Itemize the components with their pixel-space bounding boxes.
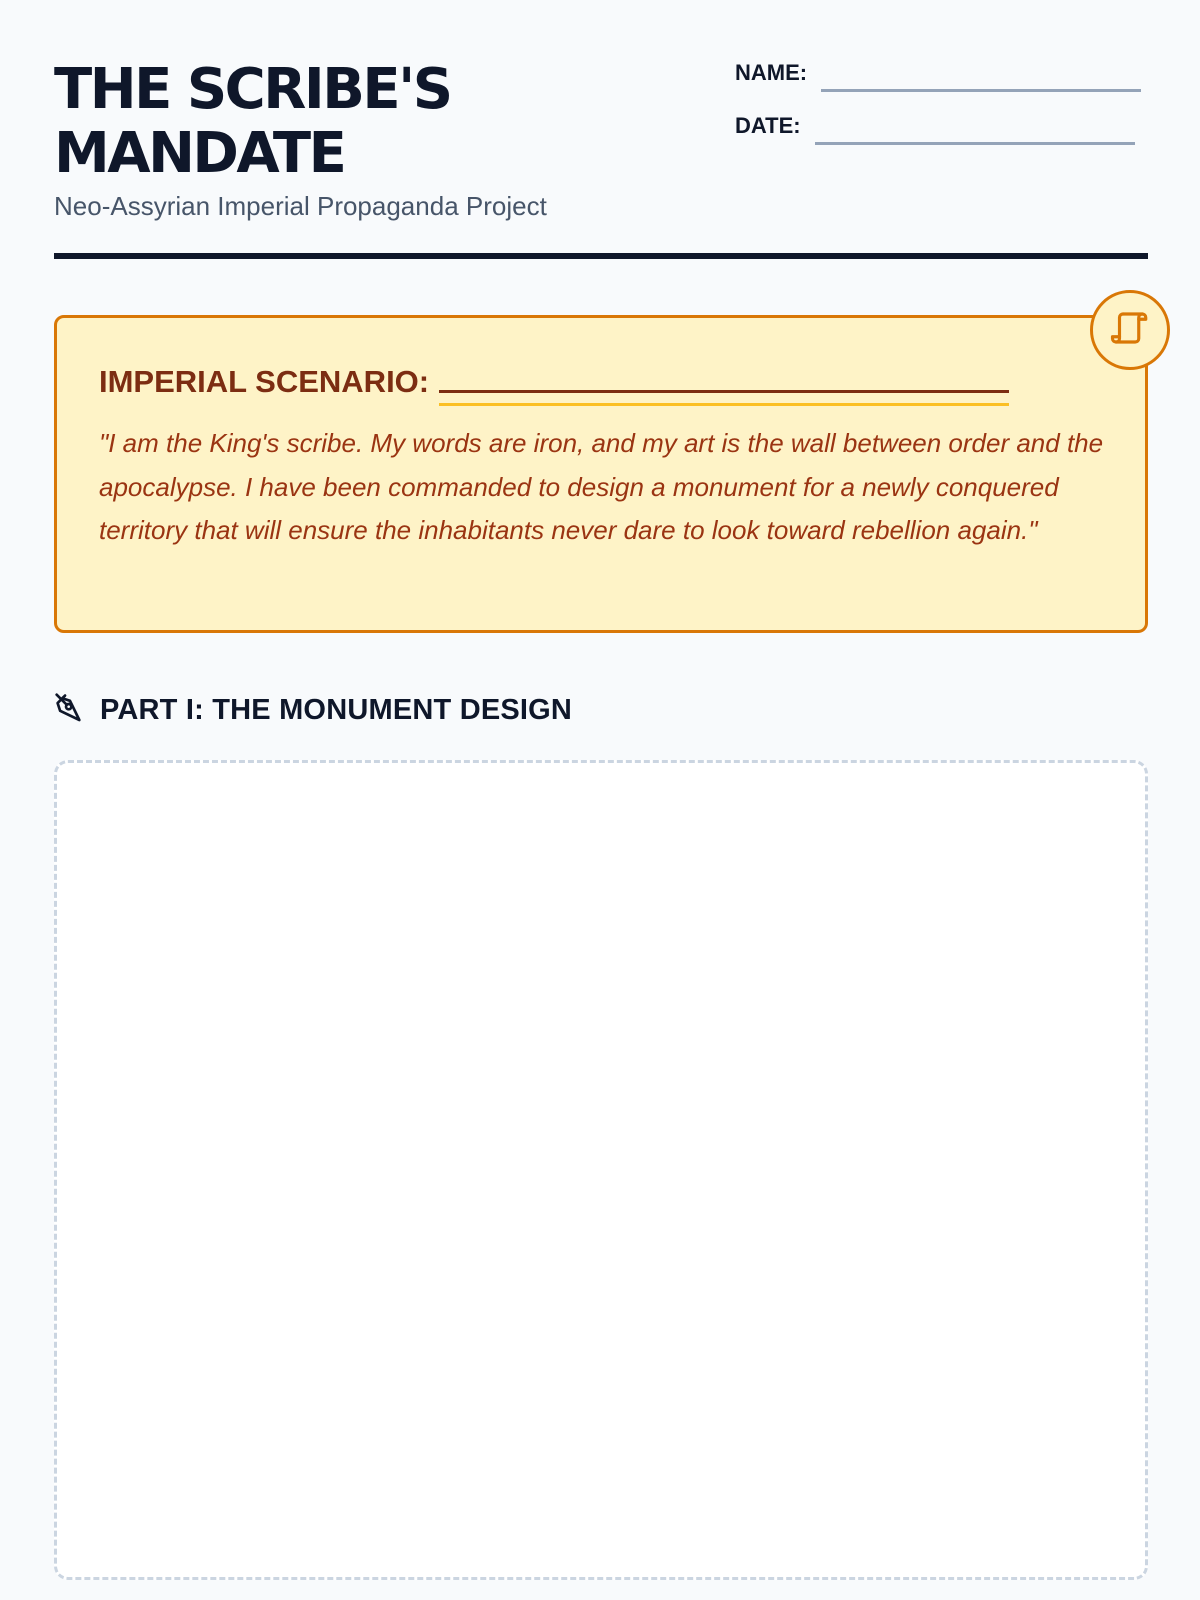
part1-heading: [54, 692, 572, 729]
name-field: [735, 58, 1141, 88]
scenario-heading: [99, 364, 1009, 400]
scroll-icon: [1109, 307, 1151, 354]
page-title: [54, 58, 451, 186]
scroll-badge: [1090, 290, 1170, 370]
title-line-2: MANDATE: [54, 121, 345, 186]
scenario-blank-line[interactable]: [439, 390, 1009, 406]
cut-off-instruction-text: [54, 1588, 1148, 1600]
name-label: NAME:: [735, 60, 808, 85]
scenario-label: IMPERIAL SCENARIO:: [99, 364, 430, 399]
date-field: [735, 111, 1135, 141]
name-blank-line[interactable]: [821, 89, 1141, 92]
date-label: DATE:: [735, 113, 801, 138]
header-divider: [54, 253, 1148, 259]
part1-title: PART I: THE MONUMENT DESIGN: [100, 694, 573, 726]
pen-tool-icon: [54, 692, 86, 729]
scenario-box: [54, 315, 1148, 633]
monument-design-drawing-area[interactable]: [54, 760, 1148, 1580]
page-subtitle: Neo-Assyrian Imperial Propaganda Project: [54, 191, 547, 221]
scenario-quote: "I am the King's scribe. My words are iron, and my art is the wall between order and the apocalypse. I have been commanded to design a monument for a newly conquered territory that will ensure the inhabitants never dare to look toward rebellion again.": [99, 428, 1104, 545]
title-line-1: THE SCRIBE'S: [54, 57, 451, 122]
date-blank-line[interactable]: [815, 142, 1135, 145]
